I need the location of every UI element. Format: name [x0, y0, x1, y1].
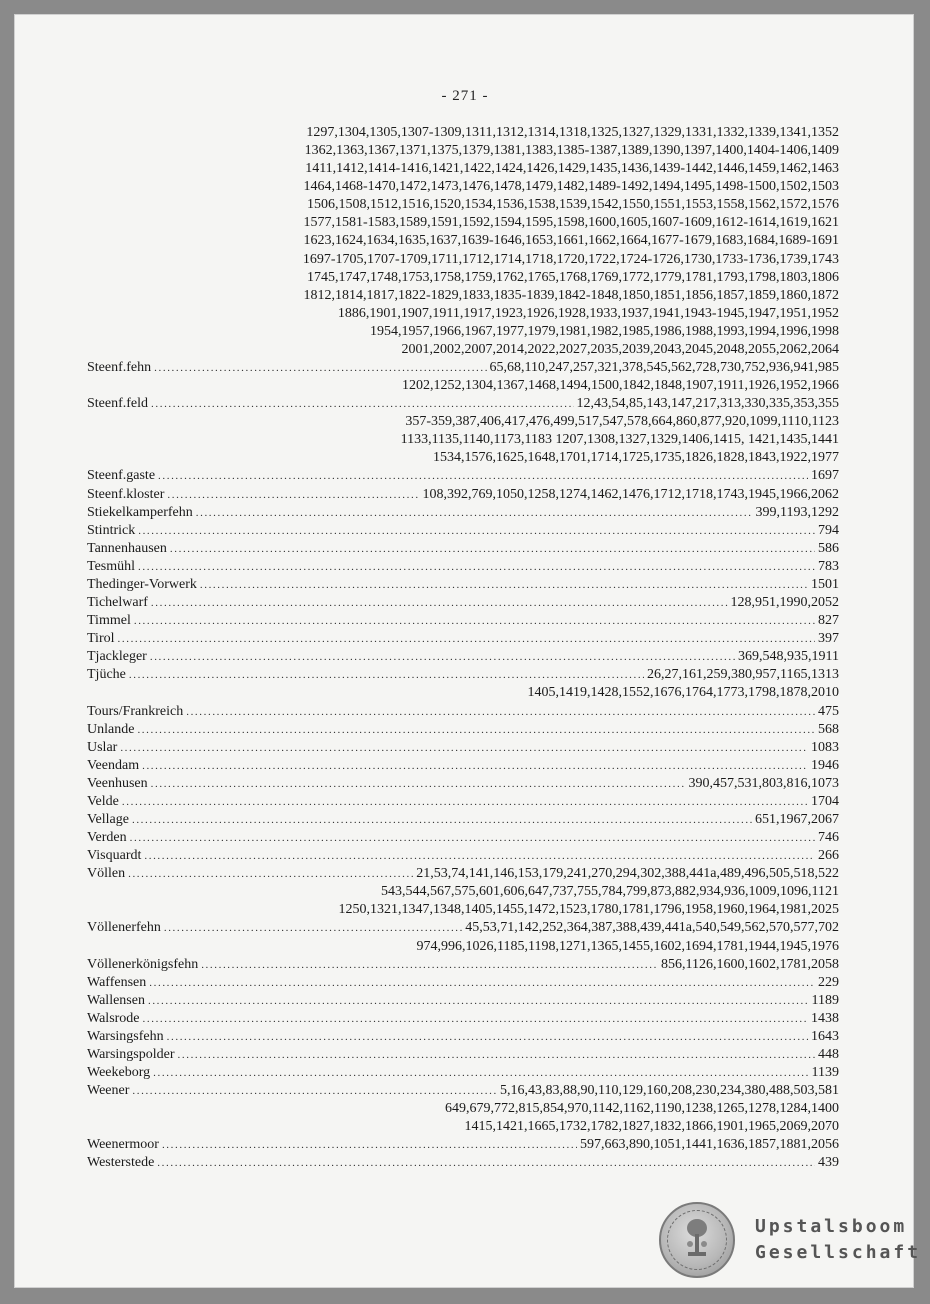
page-references: 266	[818, 848, 839, 864]
page-references: 568	[818, 721, 839, 737]
page-references: 1405,1419,1428,1552,1676,1764,1773,1798,1878,2010	[527, 685, 839, 701]
place-name: Tannenhausen	[87, 540, 167, 556]
index-continuation	[87, 883, 839, 901]
index-entry	[87, 811, 839, 829]
page-references: 128,951,1990,2052	[730, 595, 839, 611]
index-entry	[87, 359, 839, 377]
index-entry	[87, 865, 839, 883]
index-continuation	[87, 901, 839, 919]
place-name: Tjackleger	[87, 649, 147, 665]
page-references: 794	[818, 522, 839, 538]
index-entry	[87, 395, 839, 413]
index-entry	[87, 703, 839, 721]
page-references: 1623,1624,1634,1635,1637,1639-1646,1653,1661,1662,1664,1677-1679,1683,1684,1689-1691	[303, 233, 839, 249]
page-references: 746	[818, 830, 839, 846]
place-name: Wallensen	[87, 992, 145, 1008]
index-entry	[87, 594, 839, 612]
index-entry	[87, 974, 839, 992]
page-references: 649,679,772,815,854,970,1142,1162,1190,1238,1265,1278,1284,1400	[445, 1101, 839, 1117]
index-entry	[87, 612, 839, 630]
page-references: 1133,1135,1140,1173,1183 1207,1308,1327,1329,1406,1415, 1421,1435,1441	[400, 432, 839, 448]
index-continuation	[87, 232, 839, 250]
tree-icon	[685, 1218, 709, 1260]
index-entry	[87, 522, 839, 540]
page-references: 827	[818, 613, 839, 629]
index-continuation	[87, 142, 839, 160]
page-references: 1083	[811, 739, 839, 755]
dot-leader	[157, 1154, 815, 1172]
page-references: 1812,1814,1817,1822-1829,1833,1835-1839,1842-1848,1850,1851,1856,1857,1859,1860,1872	[303, 287, 839, 303]
place-name: Weekeborg	[87, 1065, 151, 1081]
page-references: 2001,2002,2007,2014,2022,2027,2035,2039,2043,2045,2048,2055,2062,2064	[401, 341, 839, 357]
page-references: 108,392,769,1050,1258,1274,1462,1476,1712,1718,1743,1945,1966,2062	[422, 486, 839, 502]
page-references: 1464,1468-1470,1472,1473,1476,1478,1479,1482,1489-1492,1494,1495,1498-1500,1502,1503	[303, 179, 839, 195]
place-name: Thedinger-Vorwerk	[87, 576, 197, 592]
index-entry	[87, 1154, 839, 1172]
place-name: Völlenerfehn	[87, 920, 161, 936]
page-references: 21,53,74,141,146,153,179,241,270,294,302,388,441a,489,496,505,518,522	[416, 866, 839, 882]
page-references: 856,1126,1600,1602,1781,2058	[661, 956, 839, 972]
page-references: 543,544,567,575,601,606,647,737,755,784,799,873,882,934,936,1009,1096,1121	[381, 884, 839, 900]
index-continuation	[87, 684, 839, 702]
page-references: 1946	[811, 757, 839, 773]
page-references: 1954,1957,1966,1967,1977,1979,1981,1982,1985,1986,1988,1993,1994,1996,1998	[370, 323, 839, 339]
place-name: Verden	[87, 830, 127, 846]
page-references: 475	[818, 703, 839, 719]
index-entry	[87, 847, 839, 865]
page-references: 1577,1581-1583,1589,1591,1592,1594,1595,1598,1600,1605,1607-1609,1612-1614,1619,1621	[303, 215, 839, 231]
place-name: Steenf.kloster	[87, 486, 165, 502]
place-name: Stiekelkamperfehn	[87, 504, 193, 520]
page-references: 1362,1363,1367,1371,1375,1379,1381,1383,1385-1387,1389,1390,1397,1400,1404-1406,1409	[304, 143, 839, 159]
index-entry	[87, 793, 839, 811]
dot-leader	[201, 956, 658, 974]
page-references: 1697-1705,1707-1709,1711,1712,1714,1718,1720,1722,1724-1726,1730,1733-1736,1739,1743	[302, 251, 839, 267]
place-name: Uslar	[87, 739, 118, 755]
place-index	[87, 124, 839, 1173]
index-entry	[87, 1136, 839, 1154]
dot-leader	[120, 739, 808, 757]
place-name: Steenf.fehn	[87, 360, 152, 376]
place-name: Weenermoor	[87, 1137, 159, 1153]
dot-leader	[167, 486, 419, 504]
dot-leader	[162, 1136, 577, 1154]
index-continuation	[87, 341, 839, 359]
place-name: Tichelwarf	[87, 595, 148, 611]
index-continuation	[87, 449, 839, 467]
index-entry	[87, 739, 839, 757]
index-entry	[87, 504, 839, 522]
dot-leader	[196, 504, 753, 522]
logo-line-2: Gesellschaft	[755, 1242, 922, 1263]
dot-leader	[142, 757, 808, 775]
dot-leader	[186, 703, 815, 721]
page-references: 397	[818, 631, 839, 647]
index-entry	[87, 956, 839, 974]
index-continuation	[87, 1118, 839, 1136]
place-name: Weener	[87, 1083, 130, 1099]
upstalsboom-seal-icon	[659, 1202, 735, 1278]
place-name: Velde	[87, 793, 119, 809]
page-references: 1534,1576,1625,1648,1701,1714,1725,1735,1826,1828,1843,1922,1977	[433, 450, 839, 466]
page-references: 1189	[811, 992, 839, 1008]
page-number: - 271 -	[441, 88, 489, 104]
index-continuation	[87, 377, 839, 395]
index-continuation	[87, 938, 839, 956]
place-name: Westerstede	[87, 1155, 155, 1171]
dot-leader	[150, 648, 735, 666]
index-continuation	[87, 413, 839, 431]
place-name: Veenhusen	[87, 775, 148, 791]
index-entry	[87, 1046, 839, 1064]
place-name: Waffensen	[87, 974, 147, 990]
dot-leader	[153, 1064, 808, 1082]
index-entry	[87, 829, 839, 847]
dot-leader	[154, 359, 486, 377]
index-continuation	[87, 431, 839, 449]
logo-line-1: Upstalsboom	[755, 1216, 908, 1237]
index-continuation	[87, 196, 839, 214]
dot-leader	[138, 522, 815, 540]
index-entry	[87, 1064, 839, 1082]
place-name: Tirol	[87, 631, 115, 647]
dot-leader	[158, 467, 808, 485]
index-entry	[87, 467, 839, 485]
place-name: Tjüche	[87, 667, 126, 683]
page-references: 45,53,71,142,252,364,387,388,439,441a,540,549,562,570,577,702	[465, 920, 839, 936]
page-references: 12,43,54,85,143,147,217,313,330,335,353,355	[576, 396, 839, 412]
page-references: 1250,1321,1347,1348,1405,1455,1472,1523,1780,1781,1796,1958,1960,1964,1981,2025	[338, 902, 839, 918]
place-name: Tours/Frankreich	[87, 703, 184, 719]
place-name: Völlenerkönigsfehn	[87, 956, 199, 972]
place-name: Völlen	[87, 866, 126, 882]
page-references: 357-359,387,406,417,476,499,517,547,578,664,860,877,920,1099,1110,1123	[405, 414, 839, 430]
page-references: 448	[818, 1046, 839, 1062]
dot-leader	[170, 540, 815, 558]
page-references: 1745,1747,1748,1753,1758,1759,1762,1765,1768,1769,1772,1779,1781,1793,1798,1803,1806	[307, 269, 839, 285]
dot-leader	[138, 558, 815, 576]
place-name: Stintrick	[87, 522, 136, 538]
page-references: 1697	[811, 468, 839, 484]
page-references: 1438	[811, 1010, 839, 1026]
page-references: 26,27,161,259,380,957,1165,1313	[647, 667, 839, 683]
dot-leader	[132, 811, 752, 829]
place-name: Steenf.feld	[87, 396, 149, 412]
page-references: 597,663,890,1051,1441,1636,1857,1881,2056	[580, 1137, 839, 1153]
dot-leader	[130, 829, 815, 847]
index-continuation	[87, 323, 839, 341]
page-references: 1506,1508,1512,1516,1520,1534,1536,1538,1539,1542,1550,1551,1553,1558,1562,1572,1576	[307, 197, 839, 213]
index-continuation	[87, 305, 839, 323]
page-references: 229	[818, 974, 839, 990]
dot-leader	[151, 594, 728, 612]
index-entry	[87, 540, 839, 558]
dot-leader	[200, 576, 808, 594]
index-continuation	[87, 160, 839, 178]
index-continuation	[87, 251, 839, 269]
dot-leader	[129, 666, 644, 684]
index-entry	[87, 558, 839, 576]
page-references: 65,68,110,247,257,321,378,545,562,728,730,752,936,941,985	[489, 360, 839, 376]
page-references: 783	[818, 558, 839, 574]
index-continuation	[87, 124, 839, 142]
place-name: Vellage	[87, 811, 129, 827]
dot-leader	[137, 721, 815, 739]
logo-text	[755, 1214, 921, 1266]
index-entry	[87, 1010, 839, 1028]
page-references: 1411,1412,1414-1416,1421,1422,1424,1426,1429,1435,1436,1439-1442,1446,1459,1462,1463	[305, 161, 839, 177]
dot-leader	[149, 974, 815, 992]
index-entry	[87, 576, 839, 594]
dot-leader	[178, 1046, 815, 1064]
dot-leader	[148, 992, 809, 1010]
index-entry	[87, 919, 839, 937]
page-references: 586	[818, 540, 839, 556]
page-references: 1643	[811, 1028, 839, 1044]
index-entry	[87, 648, 839, 666]
place-name: Visquardt	[87, 848, 142, 864]
dot-leader	[151, 395, 573, 413]
place-name: Timmel	[87, 613, 131, 629]
dot-leader	[167, 1028, 808, 1046]
place-name: Tesmühl	[87, 558, 136, 574]
place-name: Veendam	[87, 757, 140, 773]
index-continuation	[87, 287, 839, 305]
dot-leader	[128, 865, 413, 883]
index-continuation	[87, 269, 839, 287]
page-references: 399,1193,1292	[755, 504, 839, 520]
place-name: Unlande	[87, 721, 135, 737]
index-entry	[87, 721, 839, 739]
dot-leader	[164, 919, 462, 937]
index-entry	[87, 630, 839, 648]
index-entry	[87, 666, 839, 684]
page-references: 369,548,935,1911	[738, 649, 839, 665]
page-references: 439	[818, 1155, 839, 1171]
dot-leader	[134, 612, 815, 630]
upstalsboom-logo	[659, 1202, 921, 1278]
page-references: 1704	[811, 793, 839, 809]
index-entry	[87, 1028, 839, 1046]
index-entry	[87, 757, 839, 775]
page-references: 390,457,531,803,816,1073	[688, 775, 839, 791]
dot-leader	[143, 1010, 808, 1028]
dot-leader	[132, 1082, 497, 1100]
dot-leader	[151, 775, 686, 793]
place-name: Warsingspolder	[87, 1046, 175, 1062]
page-references: 1202,1252,1304,1367,1468,1494,1500,1842,1848,1907,1911,1926,1952,1966	[402, 378, 839, 394]
index-entry	[87, 775, 839, 793]
page-references: 651,1967,2067	[755, 811, 839, 827]
index-continuation	[87, 1100, 839, 1118]
page-references: 5,16,43,83,88,90,110,129,160,208,230,234,380,488,503,581	[500, 1083, 839, 1099]
dot-leader	[118, 630, 815, 648]
page-references: 1297,1304,1305,1307-1309,1311,1312,1314,1318,1325,1327,1329,1331,1332,1339,1341,1352	[306, 125, 839, 140]
place-name: Steenf.gaste	[87, 468, 156, 484]
dot-leader	[144, 847, 815, 865]
page-references: 974,996,1026,1185,1198,1271,1365,1455,1602,1694,1781,1944,1945,1976	[416, 938, 839, 954]
page-references: 1501	[811, 576, 839, 592]
dot-leader	[122, 793, 808, 811]
page-references: 1415,1421,1665,1732,1782,1827,1832,1866,1901,1965,2069,2070	[464, 1119, 839, 1135]
place-name: Warsingsfehn	[87, 1028, 164, 1044]
page-references: 1139	[811, 1065, 839, 1081]
index-entry	[87, 486, 839, 504]
index-entry	[87, 1082, 839, 1100]
index-continuation	[87, 214, 839, 232]
place-name: Walsrode	[87, 1010, 140, 1026]
page-references: 1886,1901,1907,1911,1917,1923,1926,1928,1933,1937,1941,1943-1945,1947,1951,1952	[337, 305, 839, 321]
index-continuation	[87, 178, 839, 196]
index-entry	[87, 992, 839, 1010]
